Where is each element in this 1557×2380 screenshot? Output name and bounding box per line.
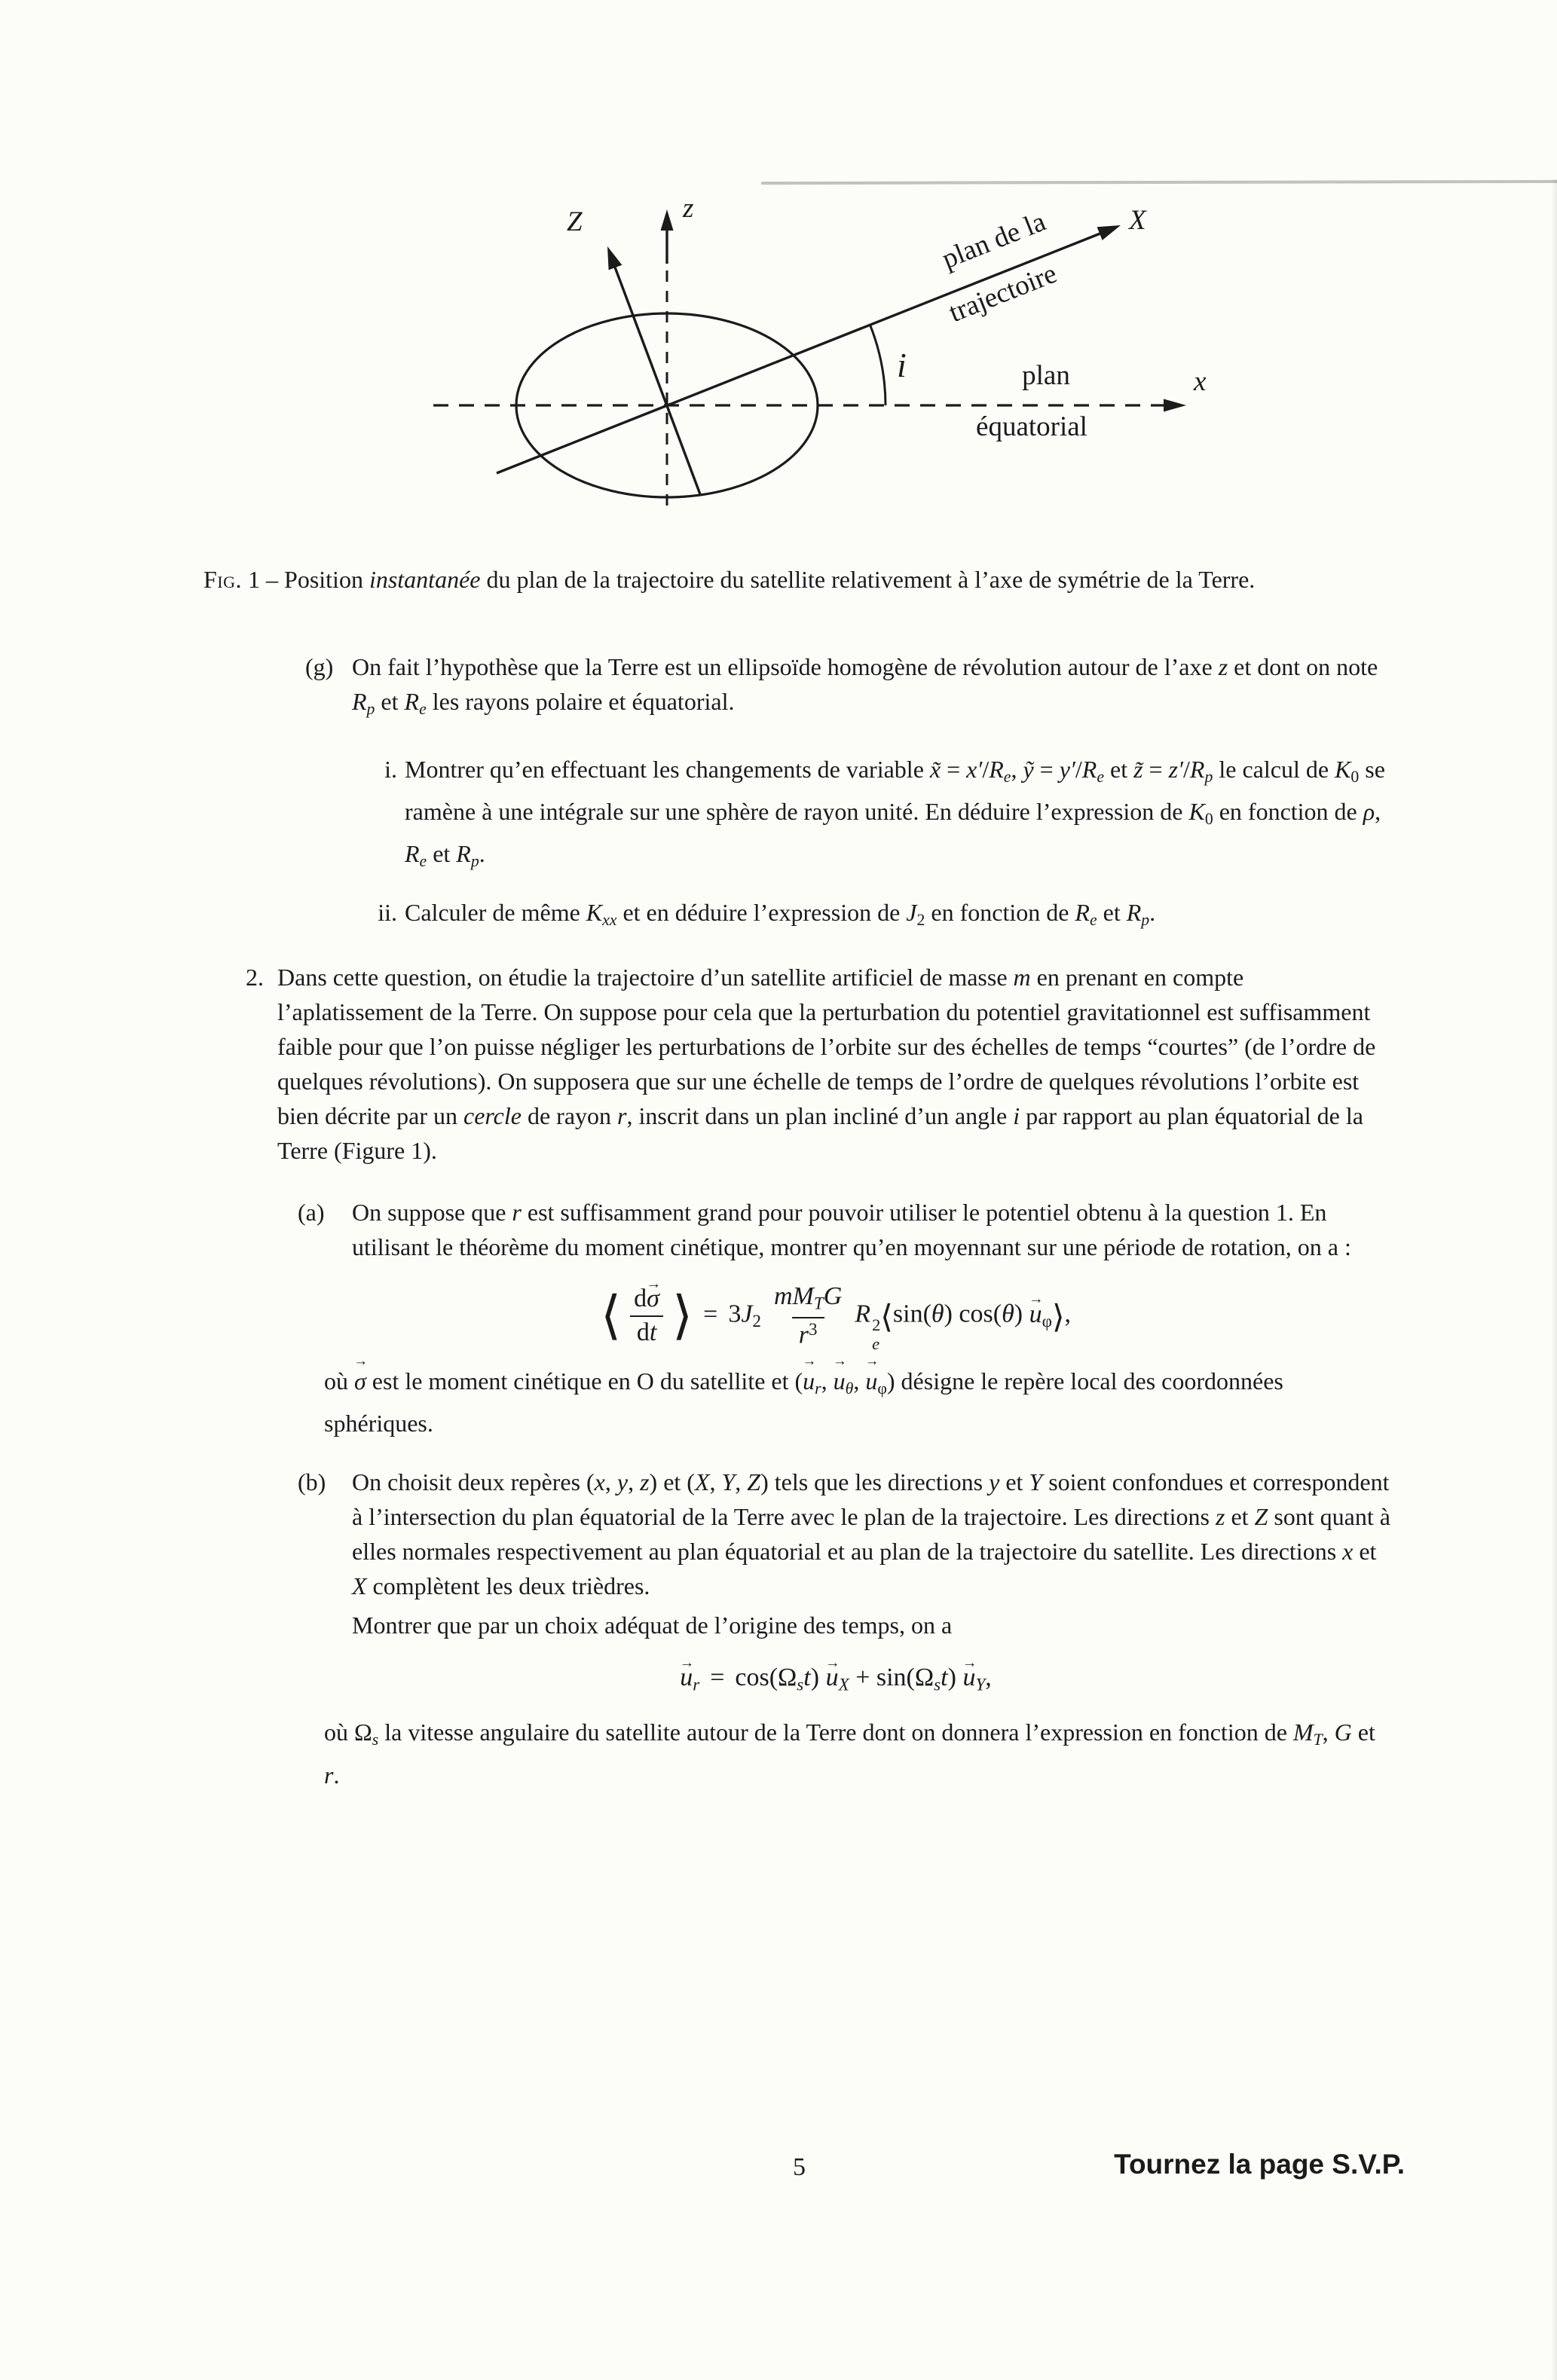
item-b-paragraph-2: Montrer que par un choix adéquat de l’origine des temps, on a: [352, 1611, 953, 1639]
trajectory-axis-arrowhead: [1097, 225, 1121, 240]
trajectory-plane-label-line2: trajectoire: [944, 258, 1061, 329]
equation-angular-momentum-wrap: [277, 1284, 1394, 1352]
z-vertical-axis-label: z: [683, 193, 694, 224]
z-tilted-axis-arrowhead: [607, 246, 622, 270]
z-vertical-axis-arrowhead: [661, 209, 674, 231]
item-i: [354, 752, 1394, 878]
item-a-label: (a): [298, 1199, 325, 1227]
x-axis-label: x: [1194, 366, 1207, 397]
item-i-text: Montrer qu’en effectuant les changements de variable x̃ = $x'/R_e$, ỹ = $y'/R_e$ et z̃ = $z'/R_p$ le calcul de $K_0$ se ramène à une intégrale sur une sphère de rayon unité. En déduire l’expression de $K_0$ en fonction de ρ, $R_e$ et $R_p$.: [405, 756, 1385, 871]
item-ii: [354, 895, 1394, 937]
page-number: 5: [793, 2153, 806, 2181]
equatorial-plane-label-line1: plan: [1022, 360, 1070, 391]
item-b-text: [352, 1465, 1394, 1642]
turn-page-notice: Tournez la page S.V.P.: [1114, 2149, 1405, 2180]
equatorial-plane-label-line2: équatorial: [976, 411, 1087, 442]
item-a-continuation: où σ → est le moment cinétique en O du satellite et ($u \to_r$, $u \to_\theta$, $u \to_\varphi$) désigne le repère local des coordonnées sphériques.: [324, 1364, 1394, 1441]
scan-artifact-right-edge: [1551, 179, 1557, 2380]
item-a: [298, 1195, 1394, 1264]
item-g: [305, 649, 1394, 726]
x-axis-arrowhead: [1164, 399, 1186, 412]
item-ii-label: ii.: [378, 899, 397, 927]
equation-angular-momentum: ⟨ $\frac{d\sigma \to}{dt}$ ⟩ = $3J_2$ $\frac{mM_TG}{r^3}$ R 2 e ⟨sin(θ) cos(θ) $u \to_\varphi⟩$,: [601, 1284, 1071, 1352]
incline-angle-label: i: [897, 346, 907, 384]
question-2-label: 2.: [246, 964, 264, 991]
incline-angle-arc: [870, 325, 886, 405]
z-tilted-axis-label: Z: [567, 206, 583, 237]
question-2-text: Dans cette question, on étudie la trajectoire d’un satellite artificiel de masse m en prenant en compte l’aplatissement de la Terre. On suppose pour cela que la perturbation du potentiel gravitationnel est suffisamment faible pour que l’on puisse négliger les perturbations de l’orbite sur des échelles de temps “courtes” (de l’ordre de quelques révolutions). On supposera que sur une échelle de temps de l’ordre de quelques révolutions l’orbite est bien décrite par un cercle de rayon r, inscrit dans un plan incliné d’un angle i par rapport au plan équatorial de la Terre (Figure 1).: [277, 964, 1376, 1165]
equation-radial-unit-vector: $u \to_r = \cos(\Omega_st)$ $u \to_X + \sin(\Omega_st)$ $u \to_Y$,: [680, 1665, 992, 1694]
equation-radial-unit-vector-wrap: [277, 1665, 1394, 1694]
item-ii-text: Calculer de même $K_{xx}$ et en déduire l’expression de $J_2$ en fonction de $R_e$ et $R_p$.: [405, 899, 1156, 930]
trajectory-axis-label: X: [1129, 205, 1146, 236]
figure-1-diagram: [407, 179, 1236, 541]
question-2: [246, 960, 1394, 1168]
z-tilted-axis-line: [614, 265, 700, 494]
exam-page: [0, 179, 1557, 2380]
item-g-label: (g): [305, 653, 334, 680]
figure-caption: Fig. 1 – Position instantanée du plan de la trajectoire du satellite relativement à l’axe de symétrie de la Terre.: [203, 566, 1256, 593]
item-b-continuation: où $\Omega_s$ la vitesse angulaire du satellite autour de la Terre dont on donnera l’expression en fonction de $M_T$, G et r.: [324, 1719, 1375, 1789]
item-i-label: i.: [384, 756, 397, 784]
item-a-text: On suppose que r est suffisamment grand pour pouvoir utiliser le potentiel obtenu à la question 1. En utilisant le théorème du moment cinétique, montrer qu’en moyennant sur une période de rotation, on a :: [352, 1199, 1351, 1261]
item-b-label: (b): [298, 1468, 326, 1496]
trajectory-plane-label-line1: plan de la: [938, 206, 1051, 275]
item-b: [298, 1465, 1394, 1642]
item-b-paragraph-1: On choisit deux repères (x, y, z) et (X, Y, Z) tels que les directions y et Y soient confondues et correspondent à l’intersection du plan équatorial de la Terre avec le plan de la trajectoire. Les directions z et Z sont quant à elles normales respectivement au plan équatorial et au plan de la trajectoire du satellite. Les directions x et X complètent les deux trièdres.: [352, 1468, 1390, 1599]
item-g-text: On fait l’hypothèse que la Terre est un ellipsoïde homogène de révolution autour de l’axe z et dont on note $R_p$ et $R_e$ les rayons polaire et équatorial.: [352, 653, 1378, 719]
page-footer: [0, 2150, 1557, 2195]
